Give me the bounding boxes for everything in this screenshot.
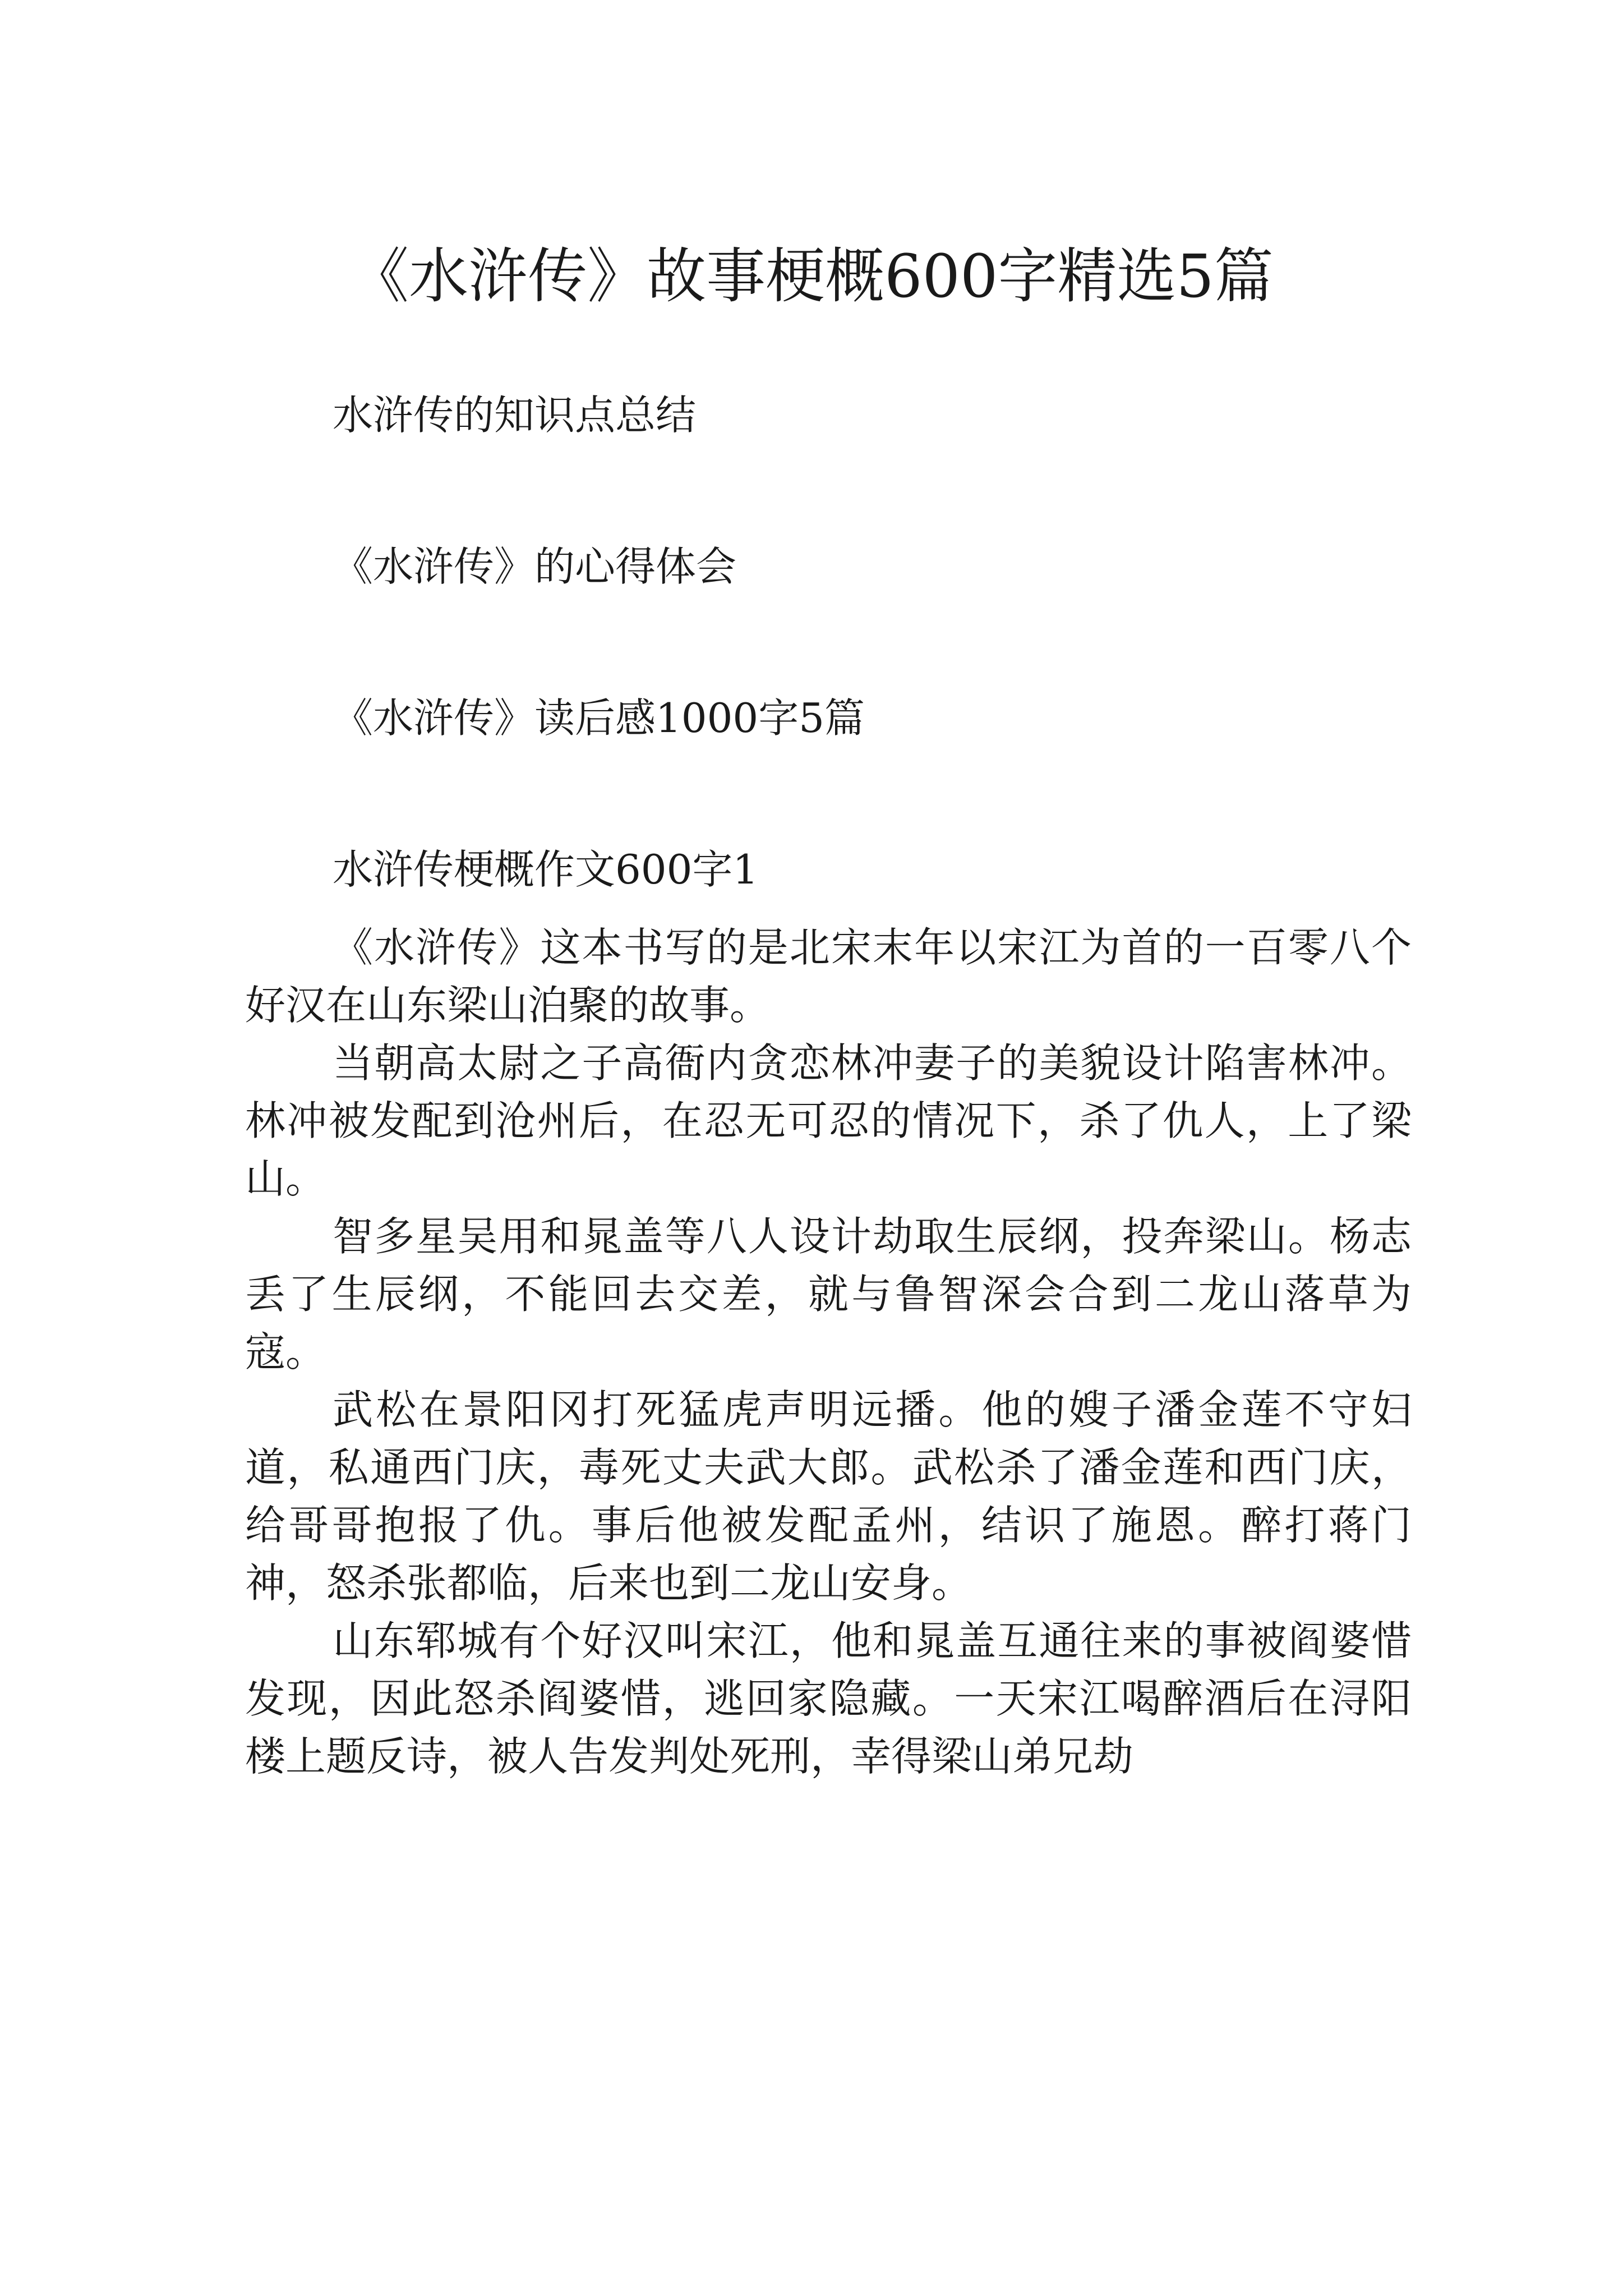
- article-body: [245, 919, 1412, 1786]
- related-link-knowledge-summary[interactable]: 水浒传的知识点总结: [333, 392, 697, 439]
- paragraph: 智多星吴用和晁盖等八人设计劫取生辰纲，投奔梁山。杨志丢了生辰纲，不能回去交差，就与鲁智深会合到二龙山落草为寇。: [245, 1213, 1412, 1375]
- paragraph: 《水浒传》这本书写的是北宋末年以宋江为首的一百零八个好汉在山东梁山泊聚的故事。: [245, 924, 1412, 1029]
- paragraph: 当朝高太尉之子高衙内贪恋林冲妻子的美貌设计陷害林冲。林冲被发配到沧州后，在忍无可忍的情况下，杀了仇人，上了梁山。: [245, 1039, 1412, 1202]
- document-title: 《水浒传》故事梗概600字精选5篇: [349, 242, 1274, 311]
- related-link-reflections[interactable]: 《水浒传》的心得体会: [333, 543, 737, 590]
- paragraph: 武松在景阳冈打死猛虎声明远播。他的嫂子潘金莲不守妇道，私通西门庆，毒死丈夫武大郎。武松杀了潘金莲和西门庆，给哥哥抱报了仇。事后他被发配孟州，结识了施恩。醉打蒋门神，怒杀张都临，后来也到二龙山安身。: [245, 1386, 1412, 1607]
- section-heading: 水浒传梗概作文600字1: [333, 846, 759, 893]
- paragraph: 山东郓城有个好汉叫宋江，他和晁盖互通往来的事被阎婆惜发现，因此怒杀阎婆惜，逃回家隐藏。一天宋江喝醉酒后在浔阳楼上题反诗，被人告发判处死刑，幸得梁山弟兄劫: [245, 1617, 1412, 1780]
- related-link-reading-review[interactable]: 《水浒传》读后感1000字5篇: [333, 694, 865, 742]
